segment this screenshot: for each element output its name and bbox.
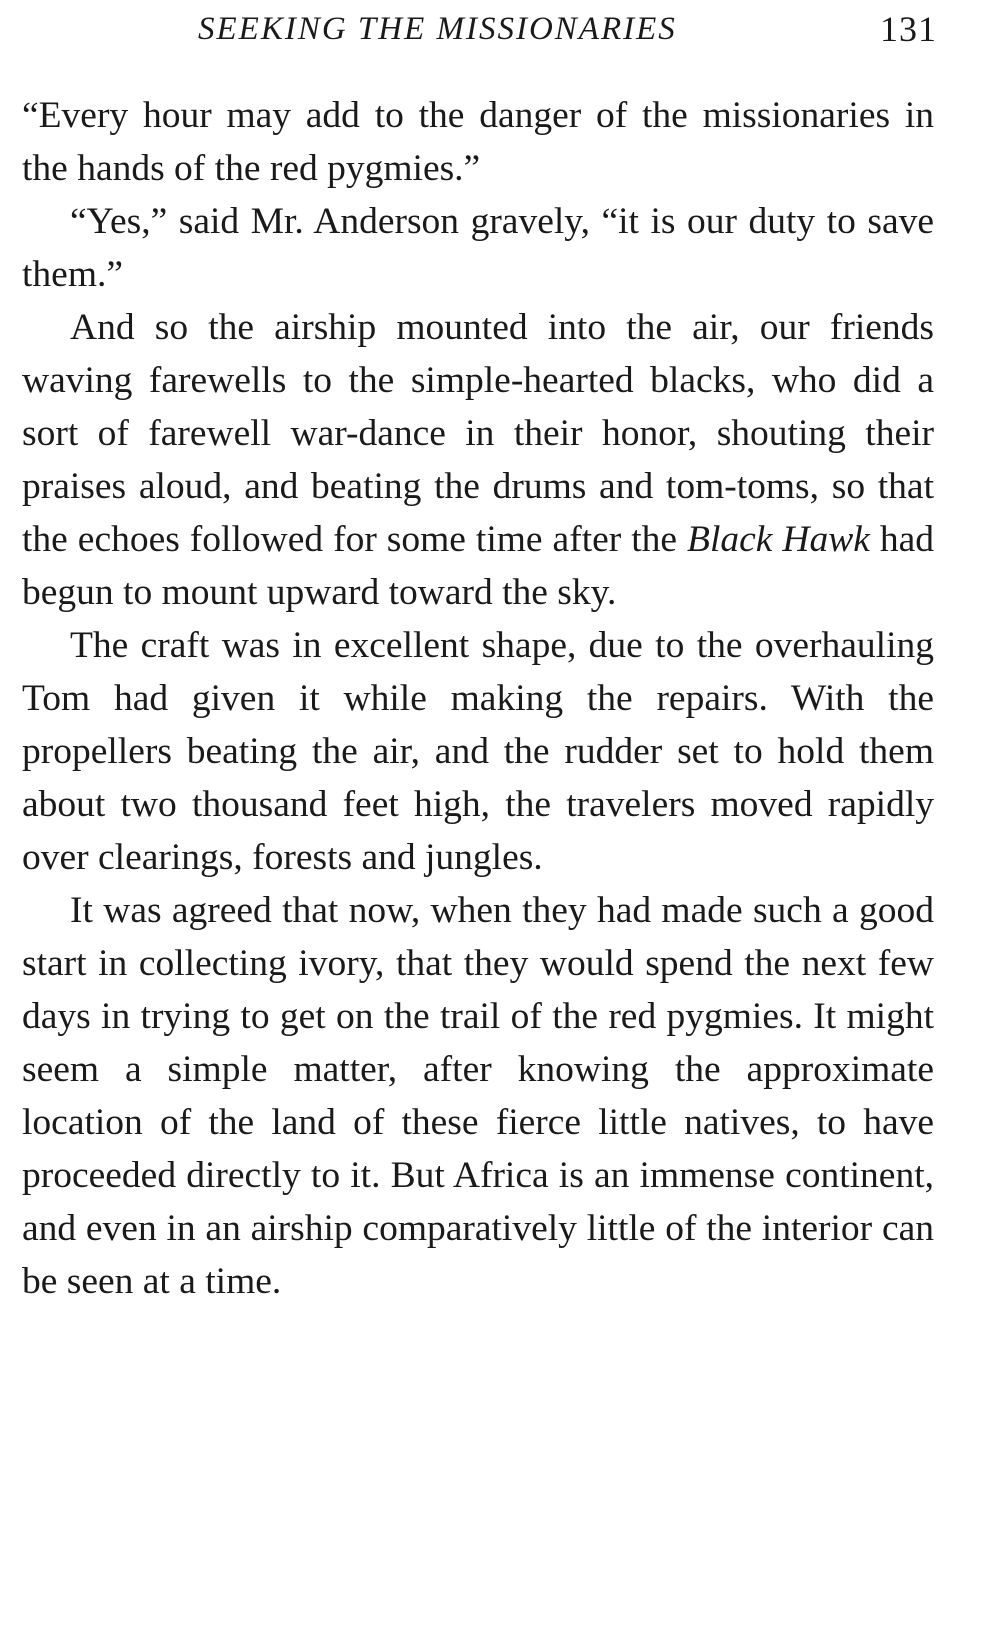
paragraph-text: had begun to mount upward toward the sky.: [22, 519, 935, 613]
paragraph: It was agreed that now, when they had made such a good start in collecting ivory, that they would spend the next few days in trying to get on the trail of the red pygmies. It might seem a simple matter, after knowing the approximate location of the land of these fierce little natives, to have proceeded directly to it. But Africa is an immense continent, and even in an airship comparatively little of the interior can be seen at a time.: [22, 890, 934, 1302]
running-title: SEEKING THE MISSIONARIES: [198, 11, 677, 47]
paragraph: “Yes,” said Mr. Anderson gravely, “it is our duty to save them.”: [22, 201, 934, 295]
ship-name-italic: Black Hawk: [687, 519, 870, 560]
paragraph: The craft was in excellent shape, due to the overhauling Tom had given it while making the repairs. With the propellers beating the air, and the rudder set to hold them about two thousand feet high, the travelers moved rapidly over clearings, forests and jungles.: [22, 625, 934, 878]
body-text: [22, 89, 934, 1308]
paragraph: “Every hour may add to the danger of the missionaries in the hands of the red pygmies.”: [22, 95, 934, 189]
paragraph: [22, 301, 934, 619]
paragraph-text: And so the airship mounted into the air, our friends waving farewells to the simple-hearted blacks, who did a sort of farewell war-dance in their honor, shouting their praises aloud, and beating the drums and tom-toms, so that the echoes followed for some time after the: [22, 307, 934, 560]
running-head: [0, 6, 995, 56]
page-number: 131: [880, 9, 937, 49]
